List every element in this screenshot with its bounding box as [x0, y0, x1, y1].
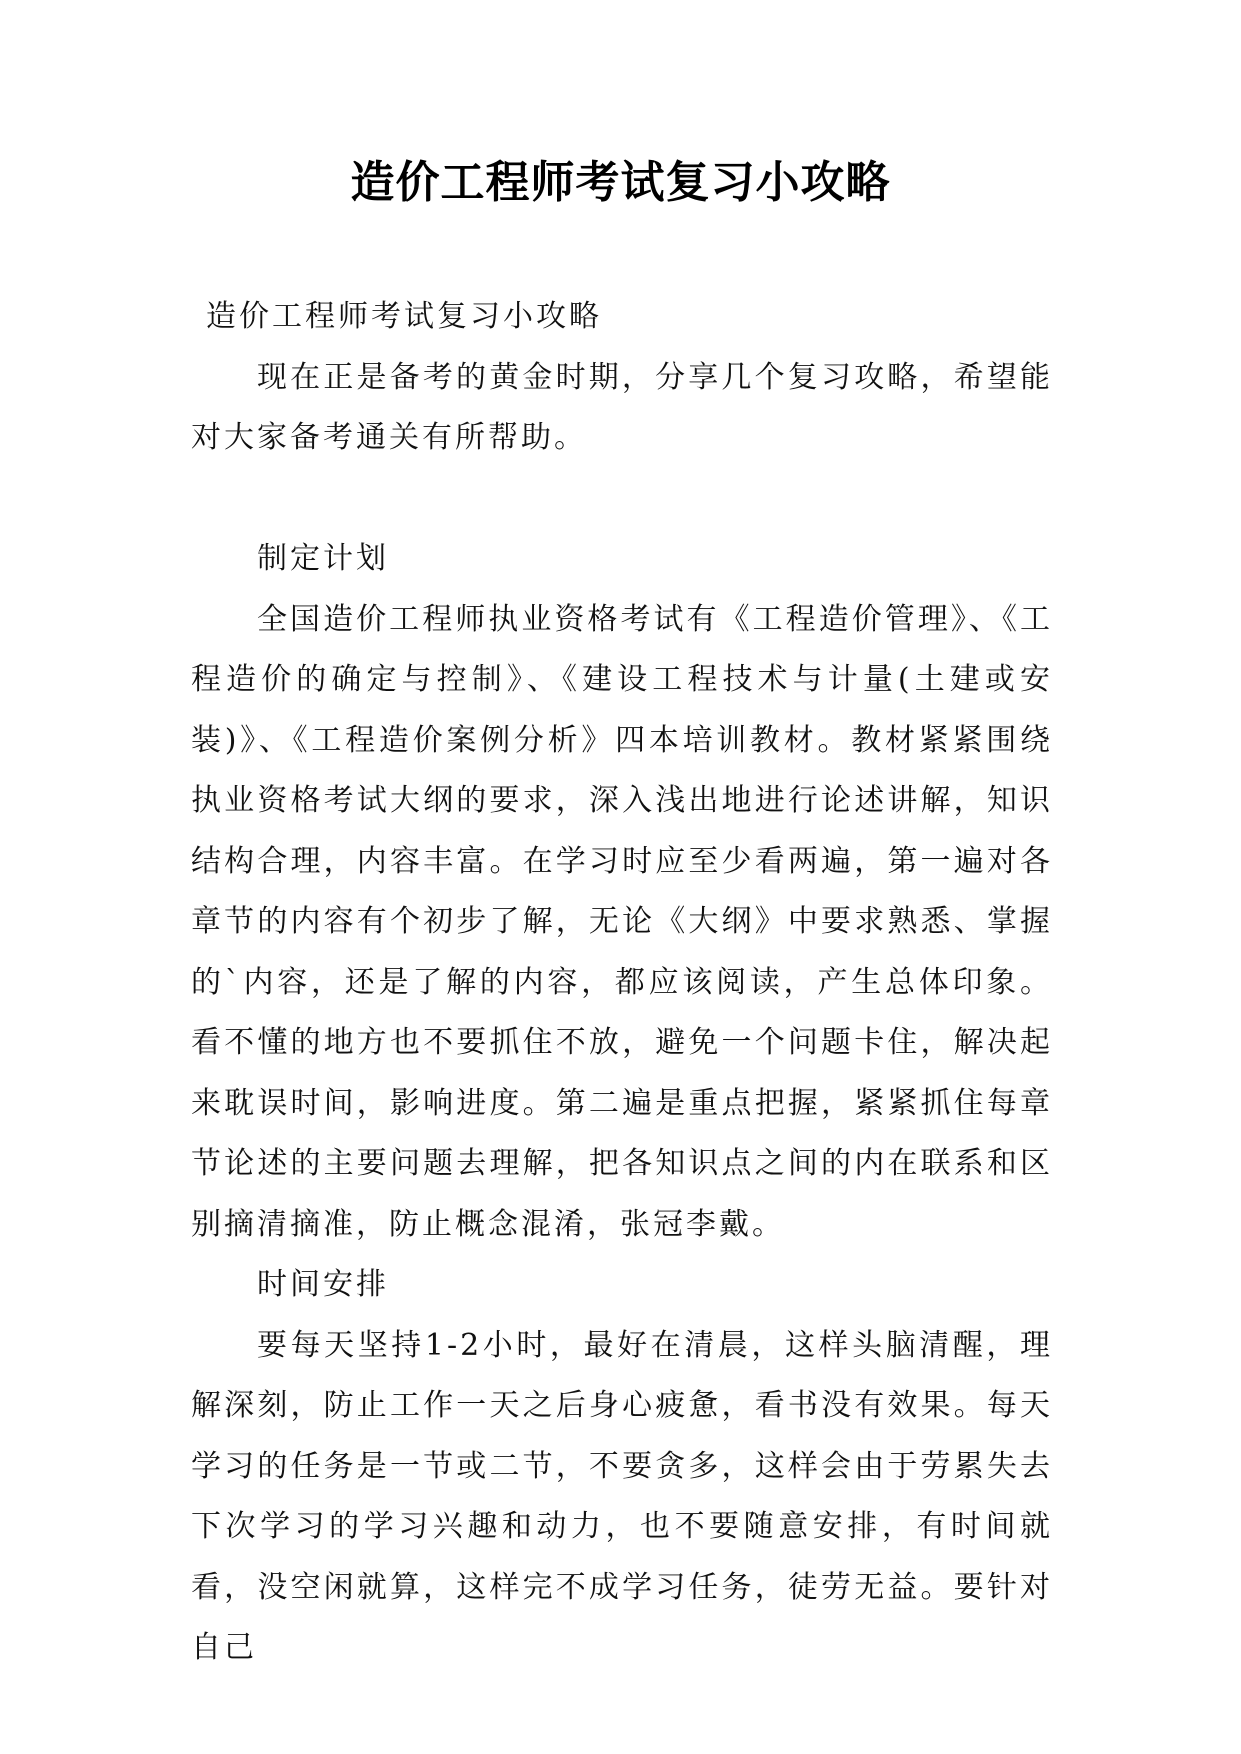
section-body-schedule: 要每天坚持1-2小时，最好在清晨，这样头脑清醒，理解深刻，防止工作一天之后身心疲惫，看书没有效果。每天学习的任务是一节或二节，不要贪多，这样会由于劳累失去下次学习的学习兴趣和动力，也不要随意安排，有时间就看，没空闲就算，这样完不成学习任务，徒劳无益。要针对自己 — [191, 1327, 1053, 1665]
document-heading: 造价工程师考试复习小攻略 — [206, 299, 602, 334]
blank-line — [191, 469, 1053, 530]
section-title-schedule: 时间安排 — [257, 1267, 389, 1302]
document-title: 造价工程师考试复习小攻略 — [350, 157, 891, 208]
document-body — [191, 287, 1053, 1679]
intro-paragraph: 现在正是备考的黄金时期，分享几个复习攻略，希望能对大家备考通关有所帮助。 — [191, 359, 1053, 455]
section-title-plan: 制定计划 — [257, 541, 389, 576]
section-body-plan: 全国造价工程师执业资格考试有《工程造价管理》、《工程造价的确定与控制》、《建设工程技术与计量(土建或安装)》、《工程造价案例分析》四本培训教材。教材紧紧围绕执业资格考试大纲的要求，深入浅出地进行论述讲解，知识结构合理，内容丰富。在学习时应至少看两遍，第一遍对各章节的内容有个初步了解，无论《大纲》中要求熟悉、掌握的`内容，还是了解的内容，都应该阅读，产生总体印象。看不懂的地方也不要抓住不放，避免一个问题卡住，解决起来耽误时间，影响进度。第二遍是重点把握，紧紧抓住每章节论述的主要问题去理解，把各知识点之间的内在联系和区别摘清摘准，防止概念混淆，张冠李戴。 — [191, 601, 1053, 1242]
